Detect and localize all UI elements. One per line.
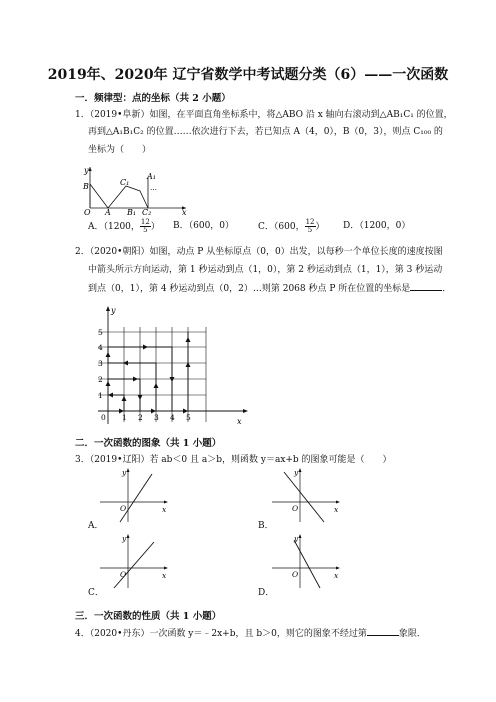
section-heading-2: 二．一次函数的图象（共 1 小题） [75,438,222,449]
q2-fig-x-tick-3: 3 [154,413,159,422]
q2-grid-path-figure [88,302,258,430]
q3-option-b-label[interactable]: B． [258,521,274,531]
q3-graph-a[interactable] [98,466,170,524]
q1-option-d[interactable]: D．（1200，0） [343,221,411,231]
q4-answer-blank[interactable] [367,626,399,636]
q1-fig-b-label: B [83,182,89,191]
q1-fig-a1-label: A₁ [147,172,156,181]
q3-c-y-label: y [122,534,127,543]
q3-option-c-label[interactable]: C． [88,588,104,598]
q3-b-x-label: x [334,505,339,514]
q1-fig-y-label: y [84,166,89,175]
q2-fig-y-tick-2: 2 [98,375,103,384]
q2-fig-x-tick-1: 1 [122,413,127,422]
q2-fig-y-label: y [111,306,116,315]
page-title: 2019年、2020年 辽宁省数学中考试题分类（6）——一次函数 [47,67,449,83]
q1-line-1: 1．（2019•阜新）如图，在平面直角坐标系中，将△ABO 沿 x 轴向右滚动到△AB₁C₁ 的位置， [75,110,453,120]
q3-c-x-label: x [162,571,167,580]
q3-a-x-label: x [162,505,167,514]
q2-fig-y-tick-1: 1 [98,391,103,400]
q2-fig-y-tick-3: 3 [98,359,103,368]
section-heading-3: 三．一次函数的性质（共 1 小题） [75,611,222,622]
q1-fig-b1-label: B₁ [127,208,137,215]
q1-fig-origin-label: O [84,208,91,215]
q1-fig-x-label: x [182,208,187,215]
q1-fig-dots: … [150,184,157,192]
q2-line-3: 到点（0，1），第 4 秒运动到点（0，2）…则第 2068 秒点 P 所在位置的坐标是 ． [88,281,451,296]
q3-graph-c[interactable] [98,532,170,590]
q2-line-1: 2．（2020•朝阳）如图，动点 P 从坐标原点（0，0）出发，以每秒一个单位长度的速度按图 [75,247,443,257]
q2-line-2: 中箭头所示方向运动，第 1 秒运动到点（1，0），第 2 秒运动到点（1，1），第 3 秒运动 [88,265,443,275]
q1-line-3: 坐标为（ ） [88,145,152,155]
q1-option-b[interactable]: B．（600，0） [173,221,235,231]
q1-line-2: 再到△A₁B₁C₂ 的位置……依次进行下去，若已知点 A（4，0），B（0，3），则点 C₁₀₀ 的 [88,127,443,137]
q3-option-d-label[interactable]: D． [258,588,275,598]
q1-fig-c2-label: C₂ [142,208,152,215]
q2-answer-blank[interactable] [410,281,442,291]
q3-option-a-label[interactable]: A． [88,521,104,531]
q3-b-origin-label: O [292,504,299,513]
q1-fig-a-label: A [105,208,111,215]
q2-fig-y-tick-4: 4 [98,343,103,352]
q3-graph-d[interactable] [270,532,342,590]
q2-fig-x-tick-4: 4 [170,413,175,422]
q3-d-origin-label: O [292,570,299,579]
q1-rolling-triangle-figure [82,163,192,215]
q2-fig-x-label: x [237,417,242,426]
q3-question: 3．（2019•辽阳）若 ab＜0 且 a＞b，则函数 y＝ax+b 的图象可能是（ ） [75,455,392,465]
q2-fig-x-tick-5: 5 [186,413,191,422]
q2-fig-x-tick-2: 2 [138,413,143,422]
q3-b-y-label: y [294,468,299,477]
q3-a-origin-label: O [120,504,127,513]
q1-fig-c1-label: C₁ [120,178,130,187]
q2-fig-y-tick-5: 5 [98,328,103,337]
q3-a-y-label: y [122,468,127,477]
q3-graph-b[interactable] [270,466,342,524]
q1-option-c[interactable]: C．（600， $\frac{12}{5}$ ） [258,218,325,234]
q2-fig-origin-label: 0 [101,413,106,422]
q3-c-origin-label: O [120,570,127,579]
section-heading-1: 一．频律型：点的坐标（共 2 小题） [75,93,231,104]
q3-d-y-label: y [294,534,299,543]
q4-question: 4．（2020•丹东）一次函数 y＝﹣2x+b，且 b＞0，则它的图象不经过第 象限． [75,626,426,641]
q3-d-x-label: x [334,571,339,580]
q1-option-a[interactable]: A．（1200， $\frac{12}{5}$ ） [88,218,160,234]
